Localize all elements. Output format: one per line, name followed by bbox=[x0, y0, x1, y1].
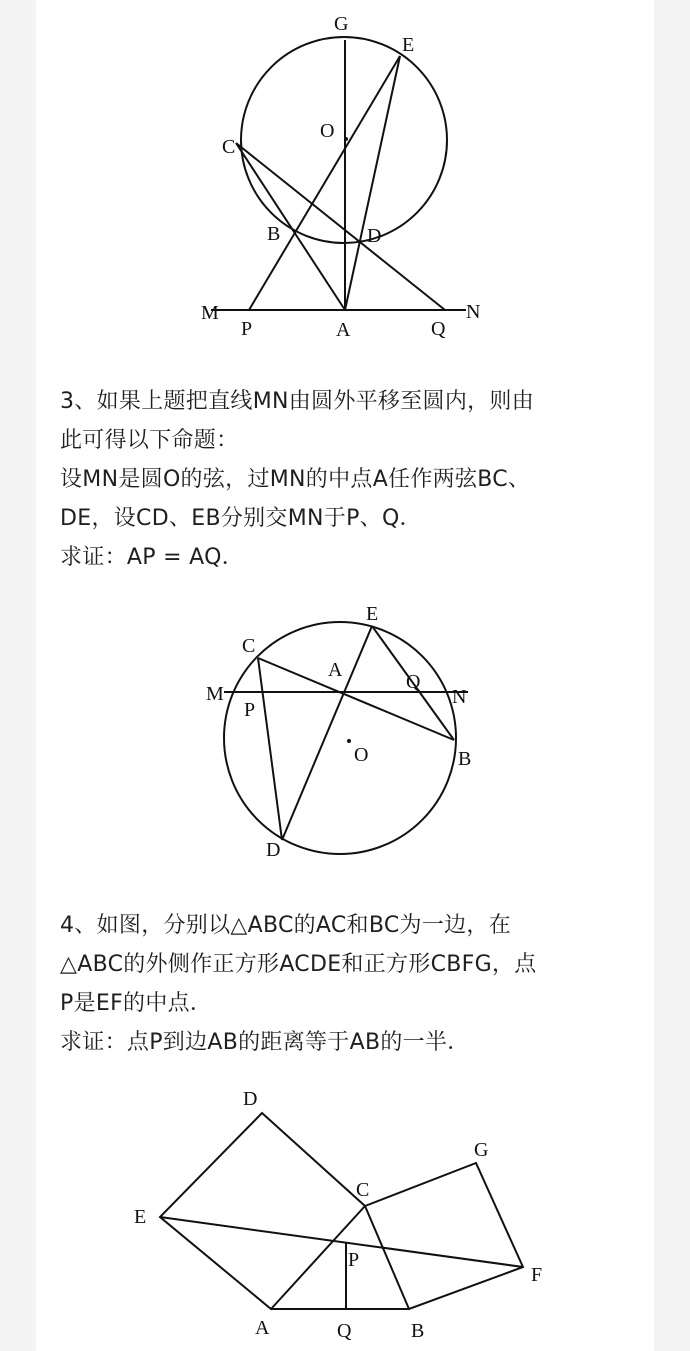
figure-2-diagram bbox=[36, 598, 654, 870]
label-q: Q bbox=[431, 318, 446, 340]
label-o: O bbox=[320, 120, 335, 142]
line-pe bbox=[249, 56, 400, 310]
label-m: M bbox=[201, 302, 219, 324]
label-e: E bbox=[134, 1206, 147, 1228]
label-q: Q bbox=[337, 1320, 352, 1342]
label-a: A bbox=[328, 659, 343, 681]
square-acde bbox=[160, 1113, 365, 1309]
label-c: C bbox=[242, 635, 256, 657]
line-ca bbox=[236, 143, 345, 310]
label-m: M bbox=[206, 683, 224, 705]
line-ed bbox=[282, 626, 372, 840]
figure-3-diagram bbox=[36, 1075, 654, 1351]
label-d: D bbox=[243, 1088, 258, 1110]
label-p: P bbox=[244, 699, 256, 721]
figure-1-diagram bbox=[36, 0, 654, 360]
figure-3 bbox=[36, 1075, 654, 1351]
problem-3-line-1: 3、如果上题把直线MN由圆外平移至圆内，则由 bbox=[60, 389, 535, 414]
label-p: P bbox=[241, 318, 253, 340]
label-d: D bbox=[367, 225, 382, 247]
problem-3-line-3: 设MN是圆O的弦，过MN的中点A任作两弦BC、 bbox=[60, 467, 531, 492]
problem-3-line-4: DE，设CD、EB分别交MN于P、Q． bbox=[60, 506, 422, 531]
label-c: C bbox=[356, 1179, 370, 1201]
figure-2 bbox=[36, 598, 654, 870]
label-g: G bbox=[334, 13, 349, 35]
line-cd bbox=[258, 658, 282, 840]
label-p: P bbox=[348, 1249, 360, 1271]
problem-4-line-3: P是EF的中点． bbox=[60, 991, 213, 1016]
label-a: A bbox=[336, 319, 351, 341]
label-b: B bbox=[267, 223, 281, 245]
document-page bbox=[36, 0, 654, 1351]
square-cbfg bbox=[365, 1163, 523, 1309]
problem-4-text bbox=[60, 906, 640, 1062]
label-n: N bbox=[452, 686, 467, 708]
label-e: E bbox=[402, 34, 415, 56]
problem-4-line-2: △ABC的外侧作正方形ACDE和正方形CBFG，点 bbox=[60, 952, 537, 977]
label-b: B bbox=[411, 1320, 425, 1342]
label-e: E bbox=[366, 603, 379, 625]
label-f: F bbox=[531, 1264, 543, 1286]
line-ae bbox=[345, 56, 400, 310]
label-q: Q bbox=[406, 671, 421, 693]
label-a: A bbox=[255, 1317, 270, 1339]
label-c: C bbox=[222, 136, 236, 158]
label-b: B bbox=[458, 748, 472, 770]
problem-3-text bbox=[60, 382, 640, 577]
figure-1 bbox=[36, 0, 654, 360]
problem-4-line-1: 4、如图，分别以△ABC的AC和BC为一边，在 bbox=[60, 913, 512, 938]
problem-4-line-4: 求证：点P到边AB的距离等于AB的一半． bbox=[60, 1030, 470, 1055]
line-ef bbox=[160, 1217, 523, 1267]
circle-o bbox=[224, 622, 456, 854]
label-o: O bbox=[354, 744, 369, 766]
label-n: N bbox=[466, 301, 481, 323]
problem-3-line-2: 此可得以下命题： bbox=[60, 428, 239, 453]
label-d: D bbox=[266, 839, 281, 861]
problem-3-line-5: 求证：AP = AQ． bbox=[60, 545, 245, 570]
label-g: G bbox=[474, 1139, 489, 1161]
